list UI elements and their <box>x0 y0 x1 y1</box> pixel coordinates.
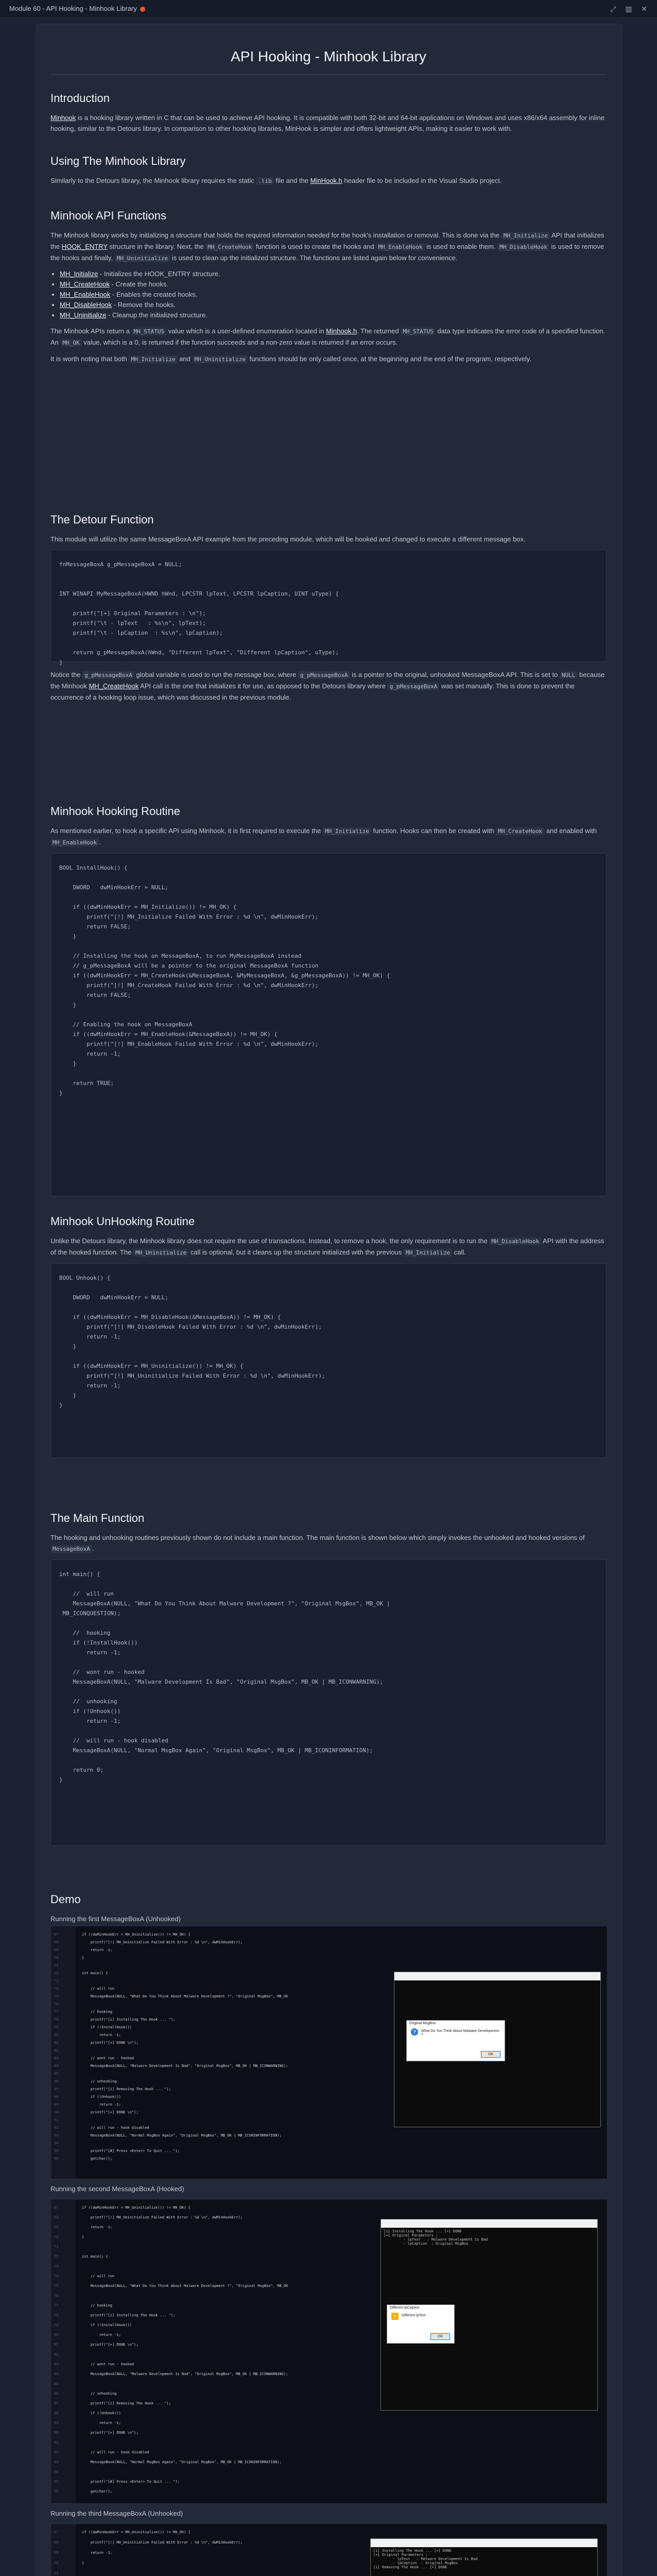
line-number: 76 <box>54 2294 59 2298</box>
message-box-text: Different lpText <box>402 2314 426 2317</box>
unhooking-p-a: Unlike the Detours library, the Minhook library does not require the use of transactions. Instead, to remove a hook, the only requirement is to run the <box>50 1237 490 1245</box>
demo-caption-2: Running the second MessageBoxA (Hooked) <box>50 2185 184 2193</box>
code-line: return -1; <box>82 2551 113 2555</box>
list-item <box>60 310 607 320</box>
line-number: 89 <box>54 2103 59 2107</box>
code-line: return -1; <box>82 2033 121 2037</box>
line-number: 70 <box>54 2235 59 2239</box>
minhook-h-link-2[interactable]: Minhook.h <box>326 327 357 335</box>
line-number: 89 <box>54 2421 59 2425</box>
api-p3-a: It is worth noting that both <box>50 355 129 363</box>
hooking-p-c: and enabled with <box>544 827 597 835</box>
unhooking-code-block[interactable]: BOOL Unhook() { DWORD dwMinHookErr = NULL; if ((dwMinHookErr = MH_DisableHook(&MessageBoxA)) != MH_OK) { printf("[!] MH_DisableHook Failed With Error : %d \n", dwMinHookErr); return -1; } if ((dwMinHookErr = MH_Uninitialize()) != MH_OK) { printf("[!] MH_Uninitialize Failed With Error : %d \n", dwMinHookErr); return -1; } } <box>50 1263 607 1458</box>
code-g-pmessageboxa-2: g_pMessageBoxA <box>298 671 350 679</box>
api-desc: - Remove the hooks. <box>112 301 176 309</box>
line-number: 78 <box>54 2018 59 2022</box>
using-section <box>50 155 607 192</box>
line-number: 87 <box>54 2087 59 2091</box>
code-line: // will run - hook disabled <box>82 2126 149 2130</box>
code-mh-disablehook-2: MH_DisableHook <box>489 1238 541 1245</box>
code-mh-enablehook-2: MH_EnableHook <box>50 839 99 846</box>
code-line: printf("[!] MH_Uninitialize Failed With Error : %d \n", dwMinHookErr); <box>82 2215 243 2219</box>
line-number: 84 <box>54 2064 59 2068</box>
code-line: printf("[i] Installing The Hook ... "); <box>82 2313 176 2317</box>
code-line: } <box>82 1956 84 1960</box>
line-number: 69 <box>54 2551 59 2555</box>
line-number: 78 <box>54 2313 59 2317</box>
code-line: // unhooking <box>82 2392 117 2396</box>
api-paragraph-1 <box>50 230 607 264</box>
api-desc: - Initializes the HOOK_ENTRY structure. <box>98 270 220 278</box>
line-number: 90 <box>54 2110 59 2114</box>
line-number: 82 <box>54 2352 59 2357</box>
main-heading: The Main Function <box>50 1512 145 1524</box>
api-link-createhook[interactable]: MH_CreateHook <box>60 280 110 288</box>
line-number: 83 <box>54 2056 59 2060</box>
api-p2-e: value, which is a 0, is returned if the function succeeds and a non-zero value is returned if an error occurs. <box>81 338 398 346</box>
line-number: 96 <box>54 2489 59 2494</box>
ok-button[interactable]: OK <box>481 2051 500 2058</box>
code-line: if (!InstallHook()) <box>82 2323 132 2327</box>
message-box-title: Different lpCaption <box>390 2306 420 2310</box>
code-line: // will run <box>82 2274 115 2278</box>
line-number: 68 <box>54 2540 59 2545</box>
line-number: 94 <box>54 2141 59 2145</box>
code-line: return -1; <box>82 2103 121 2107</box>
line-number: 77 <box>54 2303 59 2308</box>
module-content <box>50 24 607 2575</box>
line-number: 74 <box>54 1987 59 1991</box>
demo-heading: Demo <box>50 1893 81 1906</box>
minhook-h-link[interactable]: MinHook.h <box>310 177 342 184</box>
code-line: if (!Unhook()) <box>82 2095 121 2099</box>
console-window <box>370 2538 598 2576</box>
detour-heading: The Detour Function <box>50 513 154 526</box>
code-line: getchar(); <box>82 2489 113 2494</box>
api-heading: Minhook API Functions <box>50 209 167 222</box>
code-line: int main() { <box>82 2255 108 2259</box>
message-box-title: Original MsgBox <box>409 2022 436 2025</box>
line-number: 71 <box>54 1963 59 1968</box>
demo-screenshot-3 <box>50 2523 608 2576</box>
code-line: if (!InstallHook()) <box>82 2025 132 2029</box>
code-mh-initialize-2: MH_Initialize <box>129 355 177 363</box>
api-link-enablehook[interactable]: MH_EnableHook <box>60 291 111 298</box>
breadcrumb[interactable] <box>9 5 145 12</box>
code-line: // hooking <box>82 2010 113 2014</box>
line-number: 68 <box>54 1940 59 1944</box>
api-p1-b: API that initializes the <box>50 231 604 250</box>
api-list <box>50 269 607 320</box>
minhook-link[interactable]: Minhook <box>50 114 76 122</box>
line-number: 69 <box>54 1948 59 1952</box>
line-number: 84 <box>54 2372 59 2376</box>
api-paragraph-3 <box>50 353 607 365</box>
api-section <box>50 209 607 370</box>
detour-paragraph <box>50 669 607 703</box>
code-line: MessageBoxA(NULL, "Normal MsgBox Again", "Original MsgBox", MB_OK | MB_ICONINFORMATION); <box>82 2460 282 2464</box>
code-mh-uninitialize: MH_Uninitialize <box>115 255 170 262</box>
code-line: printf("[!] MH_Uninitialize Failed With Error : %d \n", dwMinHookErr); <box>82 2540 243 2545</box>
console-titlebar <box>371 2539 597 2547</box>
expand-icon[interactable]: ⤢ <box>610 5 616 13</box>
demo-caption-1: Running the first MessageBoxA (Unhooked) <box>50 1915 181 1923</box>
using-text-a: Similarly to the Detours library, the Minhook library requires the static <box>50 177 256 184</box>
unhooking-heading: Minhook UnHooking Routine <box>50 1215 195 1228</box>
code-line: printf("[!] MH_Uninitialize Failed With Error : %d \n", dwMinHookErr); <box>82 1940 243 1944</box>
code-mh-uninitialize-3: MH_Uninitialize <box>133 1249 188 1257</box>
message-box-body <box>387 2311 454 2317</box>
detour-intro: This module will utilize the same MessageBoxA API example from the preceding module, which will be hooked and changed to execute a different message box. <box>50 535 526 543</box>
line-number: 95 <box>54 2149 59 2153</box>
code-line: if ((dwMinHookErr = MH_Uninitialize()) != MH_OK) { <box>82 2206 191 2210</box>
api-p2-d: data type indicates the error code of a specified function. An <box>50 327 606 346</box>
line-number: 68 <box>54 2215 59 2219</box>
ok-button[interactable]: OK <box>430 2333 450 2340</box>
code-line: printf("[#] Press <Enter> To Quit ... "); <box>82 2480 180 2484</box>
question-icon: ? <box>411 2028 418 2036</box>
line-number: 70 <box>54 1956 59 1960</box>
hooking-code-block[interactable]: BOOL InstallHook() { DWORD dwMinHookErr = NULL; if ((dwMinHookErr = MH_Initialize()) != MH_OK) { printf("[!] MH_Initialize Failed With Error : %d \n", dwMinHookErr); return FALSE; } // Installing the hook on MessageBoxA, to run MyMessageBoxA instead // g_pMessageBoxA will be a pointer to the original MessageBoxA function if ((dwMinHookErr = MH_CreateHook(&MessageBoxA, &MyMessageBoxA, &g_pMessageBoxA)) != MH_OK) { printf("[!] MH_CreateHook Failed With Error : %d \n", dwMinHookErr); return FALSE; } // Enabling the hook on MessageBoxA if ((dwMinHookErr = MH_EnableHook(&MessageBoxA)) != MH_OK) { printf("[!] MH_EnableHook Failed With Error : %d \n", dwMinHookErr); return -1; } return TRUE; } <box>50 853 607 1196</box>
api-paragraph-2 <box>50 326 607 348</box>
code-line: printf("[i] Installing The Hook ... "); <box>82 2018 176 2022</box>
detour-code-block[interactable]: fnMessageBoxA g_pMessageBoxA = NULL; INT WINAPI MyMessageBoxA(HWND hWnd, LPCSTR lpText, LPCSTR lpCaption, UINT uType) { printf("[+] Original Parameters : \n"); printf("\t - lpText : %s\n", lpText); printf("\t - lpCaption : %s\n", lpCaption); return g_pMessageBoxA(hWnd, "Different lpText", "Different lpCaption", uType); } <box>50 550 607 662</box>
api-desc: - Create the hooks. <box>109 280 168 288</box>
demo-screenshot-1 <box>50 1926 608 2179</box>
line-number: 76 <box>54 2002 59 2006</box>
line-number: 80 <box>54 2333 59 2337</box>
line-number: 91 <box>54 2118 59 2122</box>
line-number: 75 <box>54 2284 59 2288</box>
line-number: 81 <box>54 2041 59 2045</box>
api-p1-g: is used to clean up the initialized structure. The functions are listed again below for convenience. <box>170 254 458 262</box>
code-line: printf("[#] Press <Enter> To Quit ... "); <box>82 2149 180 2153</box>
line-number: 79 <box>54 2025 59 2029</box>
api-desc: - Cleanup the initialized structure. <box>106 311 208 319</box>
code-line: MessageBoxA(NULL, "Normal MsgBox Again", "Original MsgBox", MB_OK | MB_ICONINFORMATION); <box>82 2133 282 2138</box>
unhooking-paragraph <box>50 1235 607 1258</box>
line-number: 82 <box>54 2048 59 2053</box>
line-number: 91 <box>54 2441 59 2445</box>
message-box <box>387 2304 455 2344</box>
breadcrumb-label: Module 60 - API Hooking - Minhook Library <box>9 5 137 12</box>
line-number: 87 <box>54 2401 59 2405</box>
code-mh-ok: MH_OK <box>61 339 82 347</box>
code-mh-initialize-4: MH_Initialize <box>404 1249 452 1257</box>
detour-p2-a: Notice the <box>50 671 83 679</box>
code-line: return -1; <box>82 2333 121 2337</box>
line-number: 94 <box>54 2470 59 2474</box>
unhooking-p-d: call. <box>452 1248 466 1256</box>
console-titlebar <box>394 1972 600 1980</box>
code-line: } <box>82 2561 84 2565</box>
code-line: // wont run - hooked <box>82 2362 134 2366</box>
code-line: printf("[i] Removing The Hook ... "); <box>82 2087 171 2091</box>
hooking-paragraph <box>50 825 607 848</box>
line-number: 86 <box>54 2079 59 2083</box>
main-paragraph <box>50 1532 607 1554</box>
console-output: [i] Installing The Hook ... [+] DONE [+] Original Parameters : - lpText : Malware Development Is Bad - lpCaption : Original MsgBox [i] Removing The Hook ... [+] DONE <box>373 2549 478 2569</box>
code-mh-createhook-2: MH_CreateHook <box>496 827 544 835</box>
list-item <box>60 300 607 310</box>
line-number: 67 <box>54 1933 59 1937</box>
main-p-a: The hooking and unhooking routines previously shown do not include a main function. The main function is shown below which simply invokes the unhooked and hooked versions of <box>50 1534 585 1541</box>
api-p2-c: . The returned <box>357 327 401 335</box>
code-line: return -1; <box>82 2421 121 2425</box>
line-number: 88 <box>54 2411 59 2415</box>
code-line: MessageBoxA(NULL, "What Do You Think About Malware Development ?", "Original MsgBox", MB_OK <box>82 2284 288 2288</box>
using-text <box>50 175 607 187</box>
code-line: // will run <box>82 1987 115 1991</box>
detour-p2-e: API call is the one that initializes it for use, as opposed to the Detours library where <box>139 682 388 690</box>
hooking-p-d: . <box>99 838 101 846</box>
line-number: 83 <box>54 2362 59 2366</box>
using-text-b: file and the <box>273 177 310 184</box>
api-p3-c: functions should be only called once, at the beginning and the end of the program, respectively. <box>247 355 532 363</box>
unhooking-p-b: API with the address of the hooked function. The <box>50 1237 604 1256</box>
intro-section <box>50 92 607 139</box>
code-line: MessageBoxA(NULL, "Malware Development Is Bad", "Original MsgBox", MB_OK | MB_ICONWARNING); <box>82 2064 288 2068</box>
api-p1-d: function is used to create the hooks and <box>254 243 376 250</box>
line-number: 74 <box>54 2274 59 2278</box>
code-mh-uninitialize-2: MH_Uninitialize <box>193 355 248 363</box>
code-line: return -1; <box>82 1948 113 1952</box>
line-number: 71 <box>54 2245 59 2249</box>
hooking-p-b: function. Hooks can then be created with <box>371 827 496 835</box>
line-number: 90 <box>54 2431 59 2435</box>
main-section <box>50 1512 607 1846</box>
api-p1-f: is used to remove the hooks and finally, <box>50 243 604 262</box>
code-mh-createhook: MH_CreateHook <box>205 243 254 251</box>
console-output: [i] Installing The Hook ... [+] DONE [+] Original Parameters : - lpText : Malware Development Is Bad - lpCaption : Original MsgBox <box>384 2229 488 2246</box>
hooking-p-a: As mentioned earlier, to hook a specific API using Minhook, it is first required to execute the <box>50 827 323 835</box>
code-line: printf("[i] Removing The Hook ... "); <box>82 2401 171 2405</box>
line-number: 88 <box>54 2095 59 2099</box>
intro-text <box>50 112 607 134</box>
status-dot-icon <box>140 7 145 12</box>
line-number: 77 <box>54 2010 59 2014</box>
intro-body: is a hooking library written in C that can be used to achieve API hooking. It is compatible with both 32-bit and 64-bit applications on Windows and uses x86/x64 assembly for inline hooking, similar to the Detours library. In comparison to other hooking libraries, MinHook is simpler and offers lightweight APIs, making it easier to work with. <box>50 114 604 132</box>
line-number: 75 <box>54 1994 59 1998</box>
layout-icon[interactable]: ▥ <box>625 5 632 13</box>
intro-heading: Introduction <box>50 92 110 105</box>
main-p-b: . <box>92 1545 94 1552</box>
demo-caption-2-wrap <box>50 2183 607 2199</box>
code-line: } <box>82 2235 84 2239</box>
console-titlebar <box>381 2219 597 2228</box>
message-box-body <box>407 2026 505 2037</box>
unhooking-section <box>50 1215 607 1458</box>
line-number: 95 <box>54 2480 59 2484</box>
top-bar <box>0 0 657 18</box>
main-code-block[interactable]: int main() { // will run MessageBoxA(NULL, "What Do You Think About Malware Development ?", "Original MsgBox", MB_OK | MB_ICONQUESTION); // hooking if (!InstallHook()) return -1; // wont run - hooked MessageBoxA(NULL, "Malware Development Is Bad", "Original MsgBox", MB_OK | MB_ICONWARNING); // unhooking if (!Unhook()) return -1; // will run - hook disabled MessageBoxA(NULL, "Normal MsgBox Again", "Original MsgBox", MB_OK | MB_ICONINFORMATION); return 0; } <box>50 1560 607 1846</box>
line-number: 67 <box>54 2206 59 2210</box>
detour-p2-d: because the Minhook <box>50 671 605 690</box>
warning-icon: ! <box>391 2313 399 2320</box>
code-line: // hooking <box>82 2303 113 2308</box>
code-line: if ((dwMinHookErr = MH_Uninitialize()) != MH_OK) { <box>82 1933 191 1937</box>
api-link-disablehook[interactable]: MH_DisableHook <box>60 301 112 309</box>
code-line: getchar(); <box>82 2157 113 2161</box>
code-mh-initialize: MH_Initialize <box>502 232 550 240</box>
close-icon[interactable]: ✕ <box>641 5 647 13</box>
code-line: return -1; <box>82 2225 113 2229</box>
api-desc: - Enables the created hooks. <box>110 291 198 298</box>
line-number: 93 <box>54 2460 59 2464</box>
api-p1-e: is used to enable them. <box>424 243 498 250</box>
code-g-pmessageboxa: g_pMessageBoxA <box>82 671 134 679</box>
code-line: // unhooking <box>82 2079 117 2083</box>
demo-section <box>50 1893 607 1929</box>
api-p3-b: and <box>177 355 193 363</box>
demo-screenshot-2 <box>50 2199 608 2504</box>
page-title: API Hooking - Minhook Library <box>50 48 607 75</box>
line-number: 71 <box>54 2571 59 2575</box>
lib-code: .lib <box>256 177 274 185</box>
api-link-initialize[interactable]: MH_Initialize <box>60 270 98 278</box>
line-number: 96 <box>54 2157 59 2161</box>
detour-p2-b: global variable is used to run the message box, where <box>134 671 298 679</box>
hooking-heading: Minhook Hooking Routine <box>50 805 180 818</box>
code-mh-initialize-3: MH_Initialize <box>323 827 371 835</box>
message-box-text: What Do You Think About Malware Development ? <box>421 2029 499 2037</box>
line-number: 79 <box>54 2323 59 2327</box>
code-null: NULL <box>560 671 578 679</box>
line-number: 73 <box>54 2264 59 2268</box>
line-number: 72 <box>54 2255 59 2259</box>
line-number: 81 <box>54 2343 59 2347</box>
line-number: 85 <box>54 2382 59 2386</box>
line-number: 69 <box>54 2225 59 2229</box>
line-number: 70 <box>54 2561 59 2565</box>
code-line: MessageBoxA(NULL, "What Do You Think About Malware Development ?", "Original MsgBox", MB_OK <box>82 1994 288 1998</box>
unhooking-p-c: call is optional, but it cleans up the structure initialized with the previous <box>188 1248 404 1256</box>
code-line: printf("[+] DONE \n"); <box>82 2041 139 2045</box>
using-text-c: header file to be included in the Visual Studio project. <box>342 177 502 184</box>
hook-entry-link[interactable]: HOOK_ENTRY <box>61 243 108 250</box>
api-p2-b: value which is a user-defined enumeration located in <box>166 327 326 335</box>
demo-caption-3: Running the third MessageBoxA (Unhooked) <box>50 2510 183 2517</box>
line-number: 92 <box>54 2450 59 2454</box>
line-number: 86 <box>54 2392 59 2396</box>
api-p2-a: The Minhook APIs return a <box>50 327 132 335</box>
line-number: 93 <box>54 2133 59 2138</box>
using-heading: Using The Minhook Library <box>50 155 186 167</box>
code-mh-status-2: MH_STATUS <box>401 328 436 335</box>
code-line: // wont run - hooked <box>82 2056 134 2060</box>
line-number: 67 <box>54 2530 59 2534</box>
code-g-pmessageboxa-3: g_pMessageBoxA <box>388 683 440 690</box>
code-line: if ((dwMinHookErr = MH_Uninitialize()) != MH_OK) { <box>82 2530 191 2534</box>
api-p1-c: structure in the library. Next, the <box>107 243 206 250</box>
hooking-section <box>50 805 607 1196</box>
line-number: 73 <box>54 1979 59 1983</box>
detour-p2-c: is a pointer to the original, unhooked MessageBoxA API. This is set to <box>350 671 560 679</box>
code-messageboxa: MessageBoxA <box>50 1545 92 1553</box>
window-controls <box>602 4 649 14</box>
demo-caption-3-wrap <box>50 2508 607 2524</box>
code-line: if (!Unhook()) <box>82 2411 121 2415</box>
list-item <box>60 279 607 290</box>
code-line: printf("[+] DONE \n"); <box>82 2343 139 2347</box>
code-mh-status: MH_STATUS <box>132 328 167 335</box>
line-number: 80 <box>54 2033 59 2037</box>
line-number: 72 <box>54 1971 59 1975</box>
list-item <box>60 269 607 279</box>
detour-p2-f: was set manually. This is done to prevent the occurrence of a hooking loop issue, which was discussed in the previous module. <box>50 682 575 701</box>
code-line: // will run - hook disabled <box>82 2450 149 2454</box>
api-p1-a: The Minhook library works by initializing a structure that holds the required information needed for the hook's installation or removal. This is done via the <box>50 231 502 239</box>
mh-createhook-link[interactable]: MH_CreateHook <box>89 682 139 690</box>
code-mh-enablehook: MH_EnableHook <box>376 243 424 251</box>
api-link-uninitialize[interactable]: MH_Uninitialize <box>60 311 107 319</box>
line-number: 92 <box>54 2126 59 2130</box>
list-item <box>60 290 607 300</box>
code-line: MessageBoxA(NULL, "Malware Development Is Bad", "Original MsgBox", MB_OK | MB_ICONWARNING); <box>82 2372 288 2376</box>
code-line: printf("[+] DONE \n"); <box>82 2110 139 2114</box>
line-number: 85 <box>54 2072 59 2076</box>
code-mh-disablehook: MH_DisableHook <box>497 243 549 251</box>
code-line: printf("[+] DONE \n"); <box>82 2431 139 2435</box>
code-line: int main() { <box>82 1971 108 1975</box>
detour-section <box>50 513 607 708</box>
message-box <box>406 2020 505 2061</box>
